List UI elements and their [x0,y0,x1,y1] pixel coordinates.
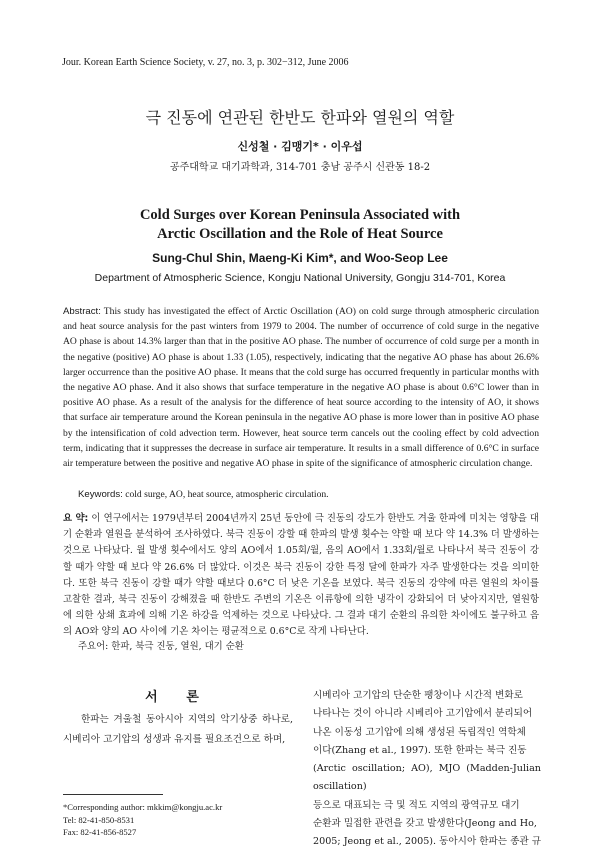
footnote-line3: Fax: 82-41-856-8527 [63,827,137,837]
intro-heading: 서 론 [145,690,211,705]
intro-right-line: 순환과 밀접한 관련을 갖고 발생한다(Jeong and Ho, [313,818,537,830]
korean-title: 극 진동에 연관된 한반도 한파와 열원의 역할 [145,108,455,127]
intro-right-line: (Arctic oscillation; AO), MJO (Madden-Julian oscillation) [313,763,541,793]
english-abstract [63,304,539,471]
korean-keywords [78,638,244,652]
intro-right-line: 이다(Zhang et al., 1997). 또한 한파는 북극 진동 [313,744,527,756]
korean-abstract [63,511,539,641]
korean-keywords-label: 주요어: [78,641,109,652]
english-affiliation: Department of Atmospheric Science, Kongju National University, Gongju 314-701, Korea [94,272,506,284]
korean-affiliation: 공주대학교 대기과학과, 314-701 충남 공주시 신관동 18-2 [169,162,431,173]
korean-authors: 신성철 · 김맹기* · 이우섭 [237,140,363,153]
korean-keywords-text: 한파, 북극 진동, 열원, 대기 순환 [108,641,244,652]
intro-right-column [313,687,541,852]
footnote-line2: Tel: 82-41-850-8531 [63,814,135,825]
korean-abstract-text: 이 연구에서는 1979년부터 2004년까지 25년 동안에 극 진동의 강도가 한반도 겨울 한파에 미치는 영향을 대기 순환과 열원을 분석하여 조사하였다. 북극 진동이 강할 때 한파의 발생 횟수는 약할 때 보다 약 14.3% 더 발생하는 것으로 나타났다. 월 발생 횟수에서도 양의 AO에서 1.05회/월, 음의 AO에서 1.33회/월로 나타나서 북극 진동이 강할 때가 약할 때 보다 약 26.6% 더 많았다. 이것은 북극 진동이 강한 특정 달에 한파가 자주 발생한다는 것을 의미한다. 또한 북극 진동이 강할 때가 약할 때보다 0.6°C 더 낮은 기온을 보였다. 북극 진동의 강약에 따른 열원의 차이를 고찰한 결과, 북극 진동이 강해졌을 때 한반도 주변의 기온은 이류항에 의한 냉각이 강화되어 더 낮아지지만, 열원항에 의한 상쇄 효과에 의해 기온 하강을 억제하는 것으로 나타났다. 그 결과 대기 순환의 유의한 차이에도 불구하고 음의 AO와 양의 AO 사이에 기온 차이는 평균적으로 0.6°C로 작게 나타난다. [63,513,539,638]
footnote [63,801,222,839]
intro-right-line: 나타나는 것이 아니라 시베리아 고기압에서 분리되어 [313,708,533,720]
english-keywords [78,489,538,500]
english-title-line1: Cold Surges over Korean Peninsula Associated with [139,207,461,223]
intro-right-line: 시베리아 고기압의 단순한 팽창이나 시간적 변화로 [313,690,523,701]
footnote-rule [63,794,163,795]
english-title-line2: Arctic Oscillation and the Role of Heat Source [157,226,443,242]
intro-right-line: 나온 이동성 고기압에 의해 생성된 독립적인 역학체 [313,726,526,738]
abstract-text: This study has investigated the effect of Arctic Oscillation (AO) on cold surge through atmospheric circulation and heat source analysis for the past winters from 1979 to 2004. The number of occurrence of cold surge in the negative AO phase is about 14.3% larger than that in the positive AO phase. The number of occurrence of cold surge per a month in the negative (positive) AO phase is about 1.33 (1.05), respectively, indicating that the negative AO phase has about 26.6% larger occurrence than the positive AO phase. It means that the cold surge has occurred frequently in particular months with the negative AO phase. And it also shows that surface temperature in the negative AO phase is about 0.6°C lower than in positive AO phase. As a result of the analysis for the difference of heat source according to the intensity of AO, it shows that surface air temperature around the Korean peninsula in the negative AO phase is more lower than in positive AO phase by the intensification of cold advection term. However, heat source term cancels out the cooling effect by cold advection term, indicating that it suppresses the decrease in surface air temperature. It results in a small difference of 0.6°C in surface air temperature between the positive and negative AO phase in spite of the significance of atmospheric circulation change. [63,306,539,470]
intro-left-column: 한파는 겨울철 동아시아 지역의 악기상중 하나로, 시베리아 고기압의 성생과 유지를 필요조건으로 하며, [63,714,293,745]
journal-reference: Jour. Korean Earth Science Society, v. 27, no. 3, p. 302−312, June 2006 [62,57,349,68]
footnote-line1: *Corresponding author: mkkim@kongju.ac.kr [63,802,223,812]
korean-abstract-label: 요 약: [63,513,89,524]
intro-right-line: 등으로 대표되는 극 및 적도 지역의 광역규모 대기 [313,799,520,811]
abstract-label: Abstract: [63,306,101,317]
keywords-text: cold surge, AO, heat source, atmospheric circulation. [122,489,329,500]
keywords-label: Keywords: [78,489,123,500]
intro-right-line: 2005; Jeong et al., 2005). 동아시아 한파는 종관 규 [313,836,541,848]
english-title [60,206,540,244]
english-authors: Sung-Chul Shin, Maeng-Ki Kim*, and Woo-Seop Lee [152,251,448,265]
